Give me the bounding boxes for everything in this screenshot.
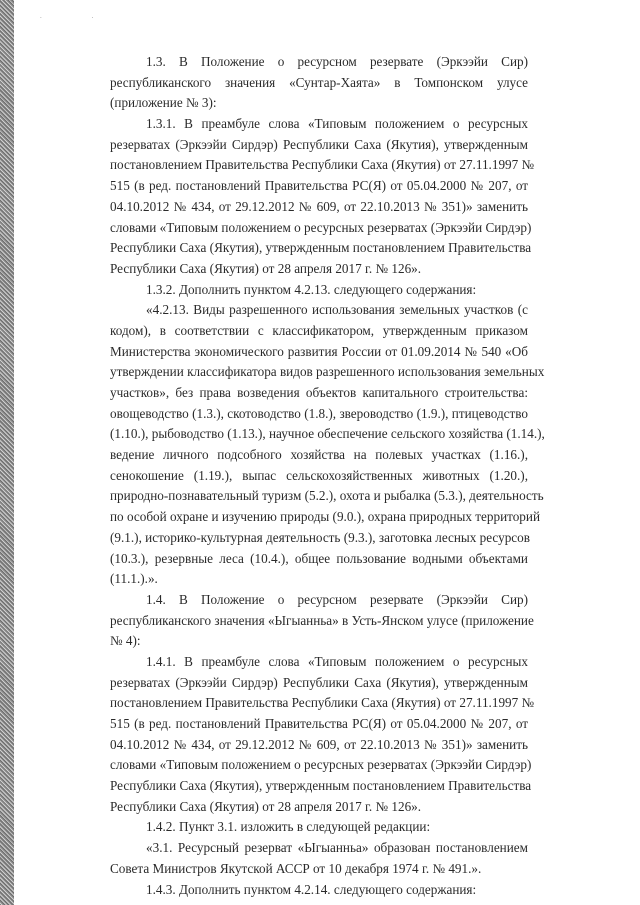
text-line: (1.10.), рыбоводство (1.13.), научное обеспечение сельского хозяйства (1.14.), [110, 426, 545, 442]
text-line: Республики Саха (Якутия), утвержденным постановлением Правительства [110, 778, 532, 794]
text-line: 1.4.3. Дополнить пунктом 4.2.14. следующего содержания: [146, 881, 477, 897]
text-line: постановлением Правительства Республики Саха (Якутия) от 27.11.1997 № [110, 157, 535, 173]
text-line: природно-познавательный туризм (5.2.), охота и рыбалка (5.3.), деятельность [110, 488, 544, 504]
text-line: «3.1. Ресурсный резерват «Ыгыанньа» образован постановлением [146, 840, 528, 856]
text-line: 04.10.2012 № 434, от 29.12.2012 № 609, от 22.10.2013 № 351)» заменить [110, 736, 528, 752]
text-line: Совета Министров Якутской АССР от 10 декабря 1974 г. № 491.». [110, 860, 482, 876]
text-line: Министерства экономического развития России от 01.09.2014 № 540 «Об [110, 343, 528, 359]
text-line: 1.4. В Положение о ресурсном резервате (Эркээйи Сир) [146, 591, 528, 607]
paragraph-p-1-3-1 [110, 114, 535, 280]
paragraph-p-4-2-13 [110, 300, 545, 590]
text-line: 1.4.2. Пункт 3.1. изложить в следующей редакции: [146, 819, 431, 835]
paragraph-p-1-4 [110, 590, 534, 652]
text-line: 515 (в ред. постановлений Правительства РС(Я) от 05.04.2000 № 207, от [110, 178, 528, 194]
text-line: 1.4.1. В преамбуле слова «Типовым положением о ресурсных [146, 653, 528, 669]
text-line: 1.3.1. В преамбуле слова «Типовым положением о ресурсных [146, 116, 528, 132]
text-line: 1.3.2. Дополнить пунктом 4.2.13. следующего содержания: [146, 281, 477, 297]
text-line: (10.3.), резервные леса (10.4.), общее пользование водными объектами [110, 550, 528, 566]
text-line: овощеводство (1.3.), скотоводство (1.8.), звероводство (1.9.), птицеводство [110, 405, 528, 421]
text-line: № 4): [110, 633, 141, 649]
document-body [110, 52, 545, 900]
paragraph-p-1-3-2 [110, 280, 528, 301]
text-line: резерватах (Эркээйи Сирдэр) Республики Саха (Якутия), утвержденным [110, 136, 528, 152]
text-line: словами «Типовым положением о ресурсных резерватах (Эркээйи Сирдэр) [110, 757, 532, 773]
text-line: 04.10.2012 № 434, от 29.12.2012 № 609, от 22.10.2013 № 351)» заменить [110, 198, 528, 214]
text-line: Республики Саха (Якутия), утвержденным постановлением Правительства [110, 240, 532, 256]
text-line: словами «Типовым положением о ресурсных резерватах (Эркээйи Сирдэр) [110, 219, 532, 235]
text-line: Республики Саха (Якутия) от 28 апреля 2017 г. № 126». [110, 798, 422, 814]
paragraph-p-1-3 [110, 52, 528, 114]
text-line: по особой охране и изучению природы (9.0.), охрана природных территорий [110, 509, 541, 525]
text-line: ведение личного подсобного хозяйства на полевых участках (1.16.), [110, 447, 528, 463]
text-line: резерватах (Эркээйи Сирдэр) Республики Саха (Якутия), утвержденным [110, 674, 528, 690]
text-line: участков», без права возведения объектов капитального строительства: [110, 385, 528, 400]
paragraph-p-1-4-3 [110, 880, 528, 901]
paragraph-p-1-4-2 [110, 817, 528, 838]
text-line: постановлением Правительства Республики Саха (Якутия) от 27.11.1997 № [110, 695, 535, 711]
text-line: республиканского значения «Сунтар-Хаята» в Томпонском улусе [110, 74, 528, 90]
text-line: (приложение № 3): [110, 95, 217, 111]
paragraph-p-1-4-1 [110, 652, 535, 818]
text-line: (9.1.), историко-культурная деятельность (9.3.), заготовка лесных ресурсов [110, 529, 530, 545]
text-line: республиканского значения «Ыгыанньа» в Усть-Янском улусе (приложение [110, 612, 534, 628]
scan-edge-artifact [0, 0, 14, 905]
text-line: кодом), в соответствии с классификатором, утвержденным приказом [110, 322, 528, 338]
text-line: Республики Саха (Якутия) от 28 апреля 2017 г. № 126». [110, 260, 422, 276]
text-line: сенокошение (1.19.), выпас сельскохозяйственных животных (1.20.), [110, 467, 528, 483]
text-line: утверждении классификатора видов разрешенного использования земельных [110, 364, 545, 380]
text-line: (11.1.).». [110, 571, 158, 587]
paragraph-p-3-1 [110, 838, 528, 879]
text-line: 1.3. В Положение о ресурсном резервате (Эркээйи Сир) [146, 54, 528, 69]
text-line: 515 (в ред. постановлений Правительства РС(Я) от 05.04.2000 № 207, от [110, 716, 528, 731]
scan-specks: . . [40, 12, 118, 20]
text-line: «4.2.13. Виды разрешенного использования земельных участков (с [146, 302, 528, 318]
